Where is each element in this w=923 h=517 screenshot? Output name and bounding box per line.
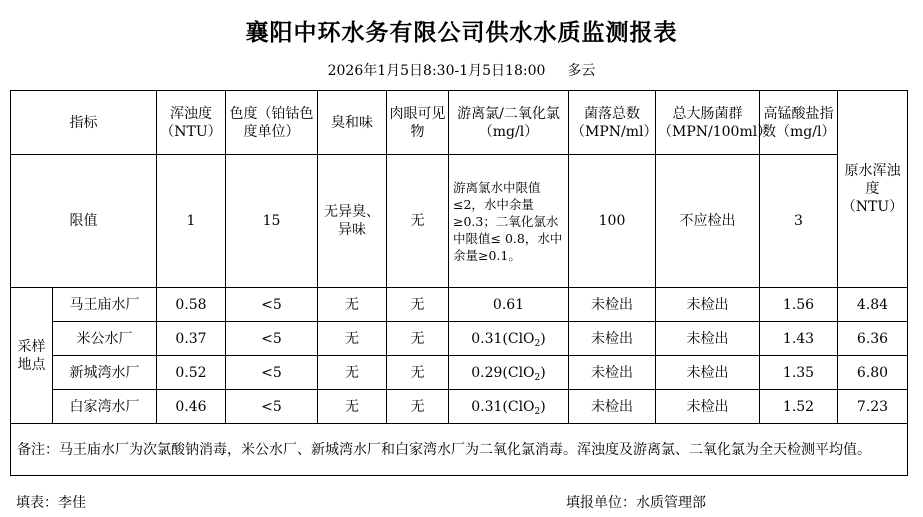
limit-coliform: 不应检出 (656, 155, 760, 288)
cell-raw-turbidity: 7.23 (838, 390, 908, 424)
cell-turbidity: 0.58 (157, 288, 226, 322)
note-row (11, 424, 908, 476)
header-indicator: 指标 (11, 91, 157, 155)
report-subtitle (0, 60, 923, 80)
limits-row (11, 155, 908, 288)
weather: 多云 (567, 63, 596, 79)
cell-odor: 无 (318, 322, 387, 356)
chlorine-value: 0.61 (492, 296, 525, 313)
limit-odor: 无异臭、异味 (318, 155, 387, 288)
cell-color: <5 (226, 356, 318, 390)
reporting-unit: 填报单位：水质管理部 (566, 495, 706, 511)
chlorine-suffix: ) (540, 398, 546, 415)
chlorine-suffix: ) (540, 330, 546, 347)
table-row (11, 288, 908, 322)
cell-bacteria: 未检出 (569, 288, 656, 322)
table-row (11, 356, 908, 390)
limit-bacteria: 100 (569, 155, 656, 288)
cell-odor: 无 (318, 390, 387, 424)
cell-coliform: 未检出 (656, 390, 760, 424)
limit-visible: 无 (387, 155, 449, 288)
cell-turbidity: 0.46 (157, 390, 226, 424)
cell-bacteria: 未检出 (569, 322, 656, 356)
header-bacteria: 菌落总数（MPN/ml） (569, 91, 656, 155)
chlorine-suffix: ) (540, 364, 546, 381)
cell-bacteria: 未检出 (569, 390, 656, 424)
subscript-2: 2 (534, 406, 541, 417)
cell-visible: 无 (387, 356, 449, 390)
cell-permanganate: 1.43 (760, 322, 838, 356)
cell-chlorine (449, 322, 569, 356)
site-name: 米公水厂 (53, 322, 157, 356)
cell-visible: 无 (387, 390, 449, 424)
cell-raw-turbidity: 4.84 (838, 288, 908, 322)
cell-raw-turbidity: 6.80 (838, 356, 908, 390)
cell-permanganate: 1.35 (760, 356, 838, 390)
limit-color: 15 (226, 155, 318, 288)
filled-by: 填表：李佳 (16, 495, 86, 511)
header-color: 色度（铂钴色度单位） (226, 91, 318, 155)
cell-coliform: 未检出 (656, 322, 760, 356)
cell-color: <5 (226, 390, 318, 424)
limit-chlorine: 游离氯水中限值 ≤2，水中余量≥0.3；二氧化氯水中限值≤ 0.8，水中余量≥0.1。 (449, 155, 569, 288)
cell-color: <5 (226, 288, 318, 322)
chlorine-value: 0.29(ClO (471, 364, 535, 381)
header-permanganate: 高锰酸盐指数（mg/l） (760, 91, 838, 155)
header-odor: 臭和味 (318, 91, 387, 155)
site-name: 马王庙水厂 (53, 288, 157, 322)
cell-permanganate: 1.52 (760, 390, 838, 424)
header-coliform: 总大肠菌群（MPN/100ml） (656, 91, 760, 155)
subscript-2: 2 (534, 372, 541, 383)
note: 备注：马王庙水厂为次氯酸钠消毒，米公水厂、新城湾水厂和白家湾水厂为二氧化氯消毒。浑浊度及游离氯、二氧化氯为全天检测平均值。 (11, 424, 908, 476)
cell-chlorine (449, 288, 569, 322)
cell-permanganate: 1.56 (760, 288, 838, 322)
subscript-2: 2 (534, 338, 541, 349)
table-row (11, 322, 908, 356)
cell-chlorine (449, 356, 569, 390)
cell-turbidity: 0.52 (157, 356, 226, 390)
time-range: 2026年1月5日8:30-1月5日18:00 (327, 63, 546, 79)
site-name: 新城湾水厂 (53, 356, 157, 390)
limit-turbidity: 1 (157, 155, 226, 288)
header-raw-turbidity: 原水浑浊度（NTU） (838, 91, 908, 288)
cell-visible: 无 (387, 322, 449, 356)
header-row (11, 91, 908, 155)
chlorine-value: 0.31(ClO (471, 398, 535, 415)
table-row (11, 390, 908, 424)
report-title: 襄阳中环水务有限公司供水水质监测报表 (245, 20, 678, 46)
chlorine-value: 0.31(ClO (471, 330, 535, 347)
limits-label: 限值 (11, 155, 157, 288)
water-quality-table (10, 90, 908, 476)
header-chlorine: 游离氯/二氧化氯（mg/l） (449, 91, 569, 155)
cell-coliform: 未检出 (656, 288, 760, 322)
cell-odor: 无 (318, 356, 387, 390)
cell-visible: 无 (387, 288, 449, 322)
cell-bacteria: 未检出 (569, 356, 656, 390)
limit-permanganate: 3 (760, 155, 838, 288)
cell-color: <5 (226, 322, 318, 356)
header-turbidity: 浑浊度（NTU） (157, 91, 226, 155)
cell-raw-turbidity: 6.36 (838, 322, 908, 356)
sampling-label: 采样地点 (11, 288, 53, 424)
cell-turbidity: 0.37 (157, 322, 226, 356)
cell-chlorine (449, 390, 569, 424)
cell-odor: 无 (318, 288, 387, 322)
site-name: 白家湾水厂 (53, 390, 157, 424)
cell-coliform: 未检出 (656, 356, 760, 390)
header-visible: 肉眼可见物 (387, 91, 449, 155)
